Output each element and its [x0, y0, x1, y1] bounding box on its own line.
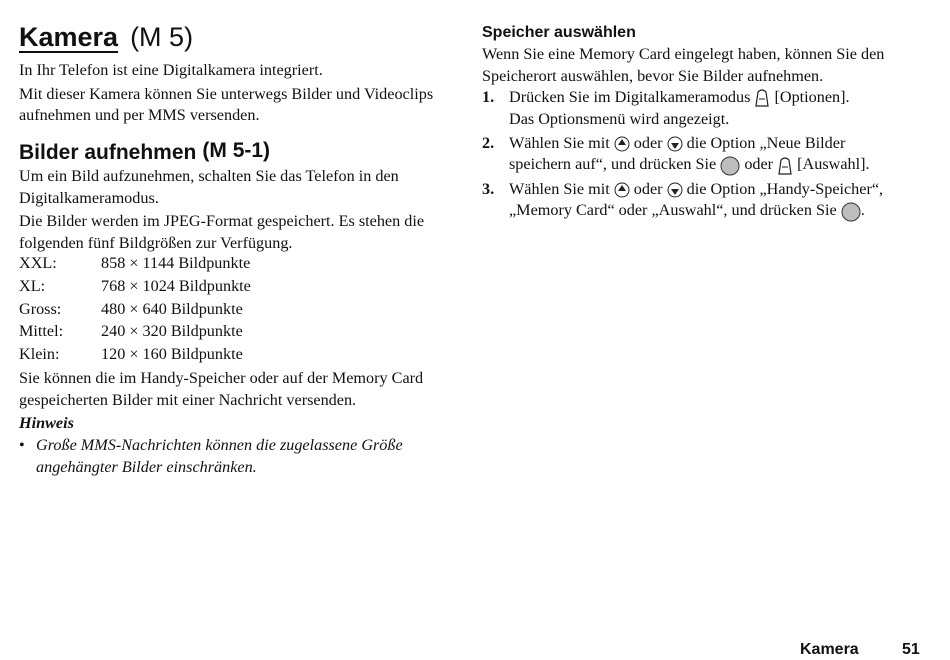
step-text-part: Wählen Sie mit [509, 133, 610, 152]
footer-chapter-title: Kamera [800, 641, 859, 658]
nav-up-icon [614, 136, 630, 152]
step-text-part: oder [633, 179, 663, 198]
image-size-row [19, 275, 251, 298]
section-body [19, 166, 444, 254]
size-value: 120 × 160 Bildpunkte [101, 345, 243, 364]
image-size-row [19, 252, 251, 275]
note [19, 435, 444, 478]
section-heading-title: Bilder aufnehmen [19, 141, 197, 164]
step-text-part: die Option „Neue Bilder speichern auf“, und drücken Sie [509, 133, 846, 174]
nav-down-icon [667, 182, 683, 198]
step-number: 2. [482, 133, 495, 152]
image-size-row [19, 320, 251, 343]
step-number: 3. [482, 179, 495, 198]
page-heading [19, 20, 193, 54]
note-bullet: • [19, 436, 25, 454]
step-text-part: . [860, 201, 865, 220]
size-label: Mittel: [19, 322, 64, 341]
sending-paragraph [19, 368, 444, 411]
image-size-row [19, 343, 251, 366]
center-key-icon [841, 202, 861, 222]
note-heading: Hinweis [19, 414, 74, 432]
nav-up-icon [614, 182, 630, 198]
nav-down-icon [667, 136, 683, 152]
step-text-part: Drücken Sie im Digitalkameramodus [509, 88, 751, 106]
center-key-icon [720, 156, 740, 176]
step-text-part: Wählen Sie mit [509, 179, 610, 198]
size-label: Klein: [19, 345, 60, 364]
intro [19, 60, 444, 127]
size-value: 768 × 1024 Bildpunkte [101, 276, 251, 295]
page-heading-title: Kamera [19, 22, 119, 52]
sending-text: Sie können die im Handy-Speicher oder auf der Memory Card gespeicherten Bilder mit einer Nachricht versenden. [19, 369, 424, 409]
size-label: Gross: [19, 299, 62, 318]
intro-paragraph: Mit dieser Kamera können Sie unterwegs Bilder und Videoclips aufnehmen und per MMS versenden. [19, 84, 434, 125]
step-text-part: [Optionen]. [774, 88, 850, 106]
step [482, 133, 907, 177]
size-value: 858 × 1144 Bildpunkte [101, 254, 251, 272]
step-text-part: [Auswahl]. [797, 155, 870, 174]
step [482, 87, 907, 131]
step [482, 179, 907, 222]
size-label: XXL: [19, 254, 57, 272]
step-number: 1. [482, 88, 495, 106]
section-heading [19, 139, 270, 167]
size-value: 480 × 640 Bildpunkte [101, 299, 243, 318]
step-text [509, 133, 907, 177]
size-label: XL: [19, 276, 46, 295]
section-paragraph: Um ein Bild aufzunehmen, schalten Sie das Telefon in den Digitalkameramodus. [19, 167, 399, 207]
softkey-left-icon [754, 87, 770, 109]
step-text-part: oder [633, 133, 663, 152]
step-list [482, 87, 907, 224]
image-size-row [19, 298, 251, 321]
step-text [509, 179, 907, 222]
note-text: Große MMS-Nachrichten können die zugelassene Größe angehängter Bilder einschränken. [36, 436, 403, 476]
page-heading-code: (M 5) [130, 22, 194, 52]
step-text-part: oder [744, 155, 774, 174]
step-text [509, 87, 907, 131]
footer-page-number: 51 [902, 641, 920, 658]
subsection-intro-text: Wenn Sie eine Memory Card eingelegt haben, können Sie den Speicherort auswählen, bevor Sie Bilder aufnehmen. [482, 45, 885, 85]
subsection-heading: Speicher auswählen [482, 24, 636, 41]
image-size-list [19, 252, 251, 366]
step-text-part: Das Optionsmenü wird angezeigt. [509, 110, 730, 129]
subsection-intro [482, 44, 907, 87]
section-heading-code: (M 5-1) [202, 139, 271, 162]
softkey-left-icon [777, 155, 793, 177]
size-value: 240 × 320 Bildpunkte [101, 322, 243, 341]
step-text-part: die Option „Handy-Speicher“, „Memory Card“ oder „Auswahl“, und drücken Sie [509, 179, 884, 220]
section-paragraph: Die Bilder werden im JPEG-Format gespeichert. Es stehen die folgenden fünf Bildgrößen zur Verfügung. [19, 212, 425, 252]
intro-paragraph: In Ihr Telefon ist eine Digitalkamera integriert. [19, 61, 323, 79]
